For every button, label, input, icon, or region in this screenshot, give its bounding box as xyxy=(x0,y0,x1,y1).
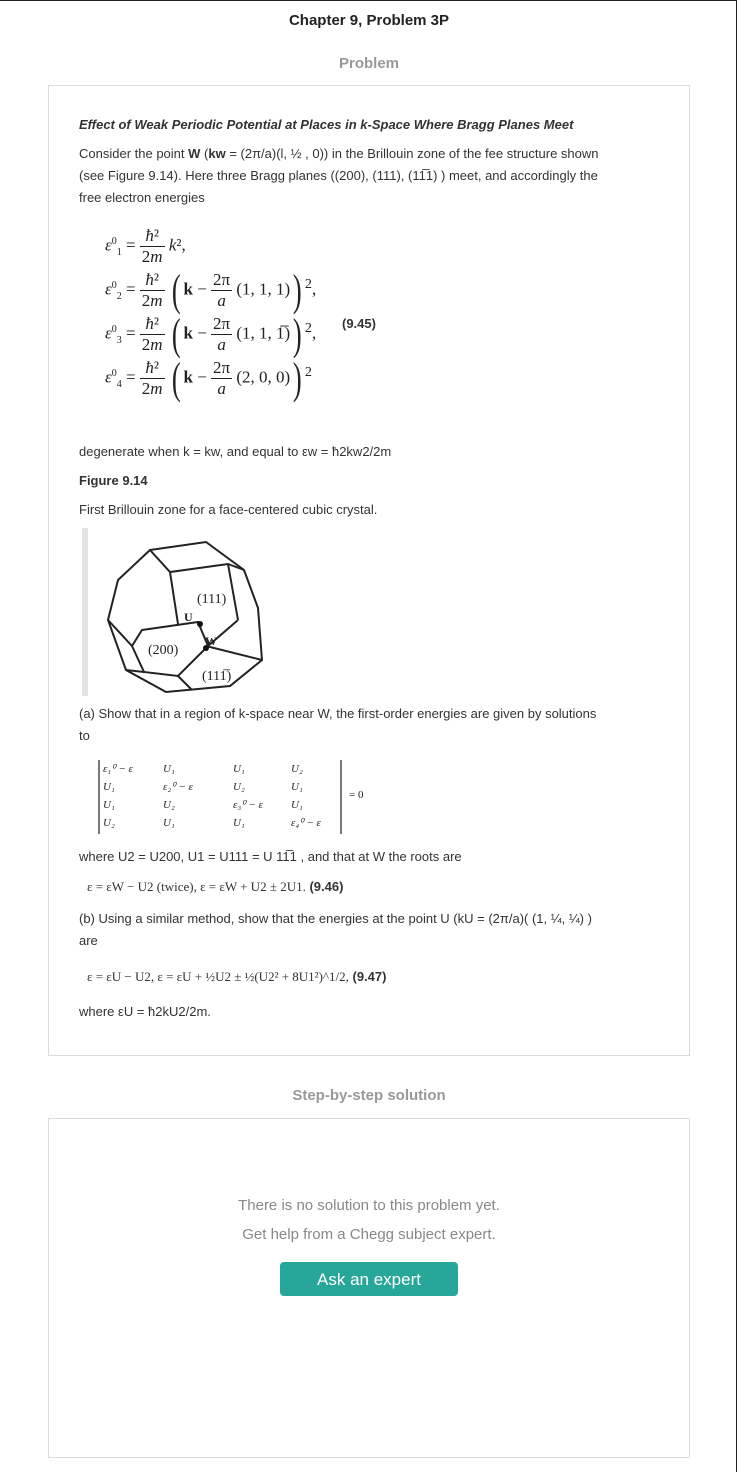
determinant-equation xyxy=(95,758,375,838)
intro-text-rest: = (2π/a)(l, ½ , 0)) in the Brillouin zone of the fee structure shown xyxy=(225,146,599,161)
label-w: W xyxy=(205,634,217,648)
svg-text:ε₁⁰ − ε: ε₁⁰ − ε xyxy=(103,763,133,775)
problem-heading: Problem xyxy=(338,55,399,72)
svg-text:U₁: U₁ xyxy=(103,781,115,793)
svg-text:U₁: U₁ xyxy=(233,817,245,829)
svg-text:U₁: U₁ xyxy=(291,781,303,793)
intro-kw: kw xyxy=(208,146,226,161)
intro-text-pre: Consider the point xyxy=(79,146,189,161)
svg-text:= 0: = 0 xyxy=(349,789,364,801)
svg-text:U₂: U₂ xyxy=(103,817,115,829)
eq-946-label: (9.46) xyxy=(309,879,344,894)
eq-947-label: (9.47) xyxy=(352,969,387,984)
svg-text:U₂: U₂ xyxy=(233,781,245,793)
label-111: (111) xyxy=(197,592,227,607)
problem-intro: Consider the point W (kw = (2π/a)(l, ½ , 0)) in the Brillouin zone of the fee structure shown (see Figure 9.14). Here three Bragg planes ((200), (111), (11̅1) ) meet, and accordingly the free electron energies xyxy=(79,143,661,209)
figure-caption: First Brillouin zone for a face-centered cubic crystal. xyxy=(79,502,378,517)
degenerate-text: degenerate when k = kw, and equal to εw = ħ2kw2/2m xyxy=(79,444,392,459)
eq-945-label: (9.45) xyxy=(342,316,376,331)
equation-9-45: $\varepsilon^0_1$ = $\frac{\text{ħ²}}{2m}$ k², $\varepsilon^0_2$ = $\frac{\text{ħ²}}{2m}$ ( k − $\frac{2\pi}{a}$ (1, 1, 1)) $^2$, $\varepsilon^0_3$ = $\frac{\text{ħ²}}{2m}$ ( k − $\frac{2\pi}{a}$ (1, 1, 1̅)) $^2$, $\varepsilon^0_4$ = $\frac{\text{ħ²}}{2m}$ ( k − $\frac{2\pi}{a}$ (2, 0, 0)) $^2$ xyxy=(105,226,317,403)
ask-expert-button[interactable]: Ask an expert xyxy=(280,1262,458,1296)
svg-text:ε₃⁰ − ε: ε₃⁰ − ε xyxy=(233,799,263,811)
figure-label: Figure 9.14 xyxy=(79,473,148,488)
solution-heading: Step-by-step solution xyxy=(292,1087,446,1104)
label-u: U xyxy=(184,610,193,624)
intro-w: W xyxy=(188,146,201,161)
problem-panel xyxy=(48,85,690,1056)
svg-text:U₁: U₁ xyxy=(163,763,175,775)
svg-text:U₂: U₂ xyxy=(291,763,303,775)
svg-text:U₁: U₁ xyxy=(163,817,175,829)
svg-text:ε₄⁰ − ε: ε₄⁰ − ε xyxy=(291,817,321,829)
part-a-line-2: to xyxy=(79,728,90,743)
eq-946-row xyxy=(87,876,669,898)
part-b-text xyxy=(79,908,661,952)
brillouin-zone-figure xyxy=(82,528,274,696)
eq-947-row xyxy=(87,966,669,988)
eq-947-text: ε = εU − U2, ε = εU + ½U2 ± ½(U2² + 8U1²)^1/2, xyxy=(87,969,349,984)
where-eu-line: where εU = ħ2kU2/2m. xyxy=(79,1004,211,1019)
svg-text:U₁: U₁ xyxy=(291,799,303,811)
svg-text:U₁: U₁ xyxy=(233,763,245,775)
solution-panel xyxy=(48,1118,690,1458)
intro-line-3: free electron energies xyxy=(79,190,205,205)
where-u-line: where U2 = U200, U1 = U111 = U 11̅1 , and that at W the roots are xyxy=(79,849,462,864)
svg-text:U₁: U₁ xyxy=(103,799,115,811)
svg-text:U₂: U₂ xyxy=(163,799,175,811)
chapter-title: Chapter 9, Problem 3P xyxy=(288,12,450,29)
get-help-text: Get help from a Chegg subject expert. xyxy=(242,1226,496,1243)
problem-title: Effect of Weak Periodic Potential at Places in k-Space Where Bragg Planes Meet xyxy=(79,117,574,132)
part-b-line-1: (b) Using a similar method, show that the energies at the point U (kU = (2π/a)( (1, ¼, ¼) ) xyxy=(79,911,592,926)
part-a-text xyxy=(79,703,661,747)
intro-line-2: (see Figure 9.14). Here three Bragg planes ((200), (111), (11̅1) ) meet, and accordingly the xyxy=(79,168,598,183)
svg-text:ε₂⁰ − ε: ε₂⁰ − ε xyxy=(163,781,193,793)
label-200: (200) xyxy=(148,643,179,658)
part-a-line-1: (a) Show that in a region of k-space near W, the first-order energies are given by solutions xyxy=(79,706,597,721)
label-11bar1: (111̅) xyxy=(202,669,232,684)
eq-946-text: ε = εW − U2 (twice), ε = εW + U2 ± 2U1. xyxy=(87,879,306,894)
part-b-line-2: are xyxy=(79,933,98,948)
no-solution-text: There is no solution to this problem yet. xyxy=(238,1197,500,1214)
